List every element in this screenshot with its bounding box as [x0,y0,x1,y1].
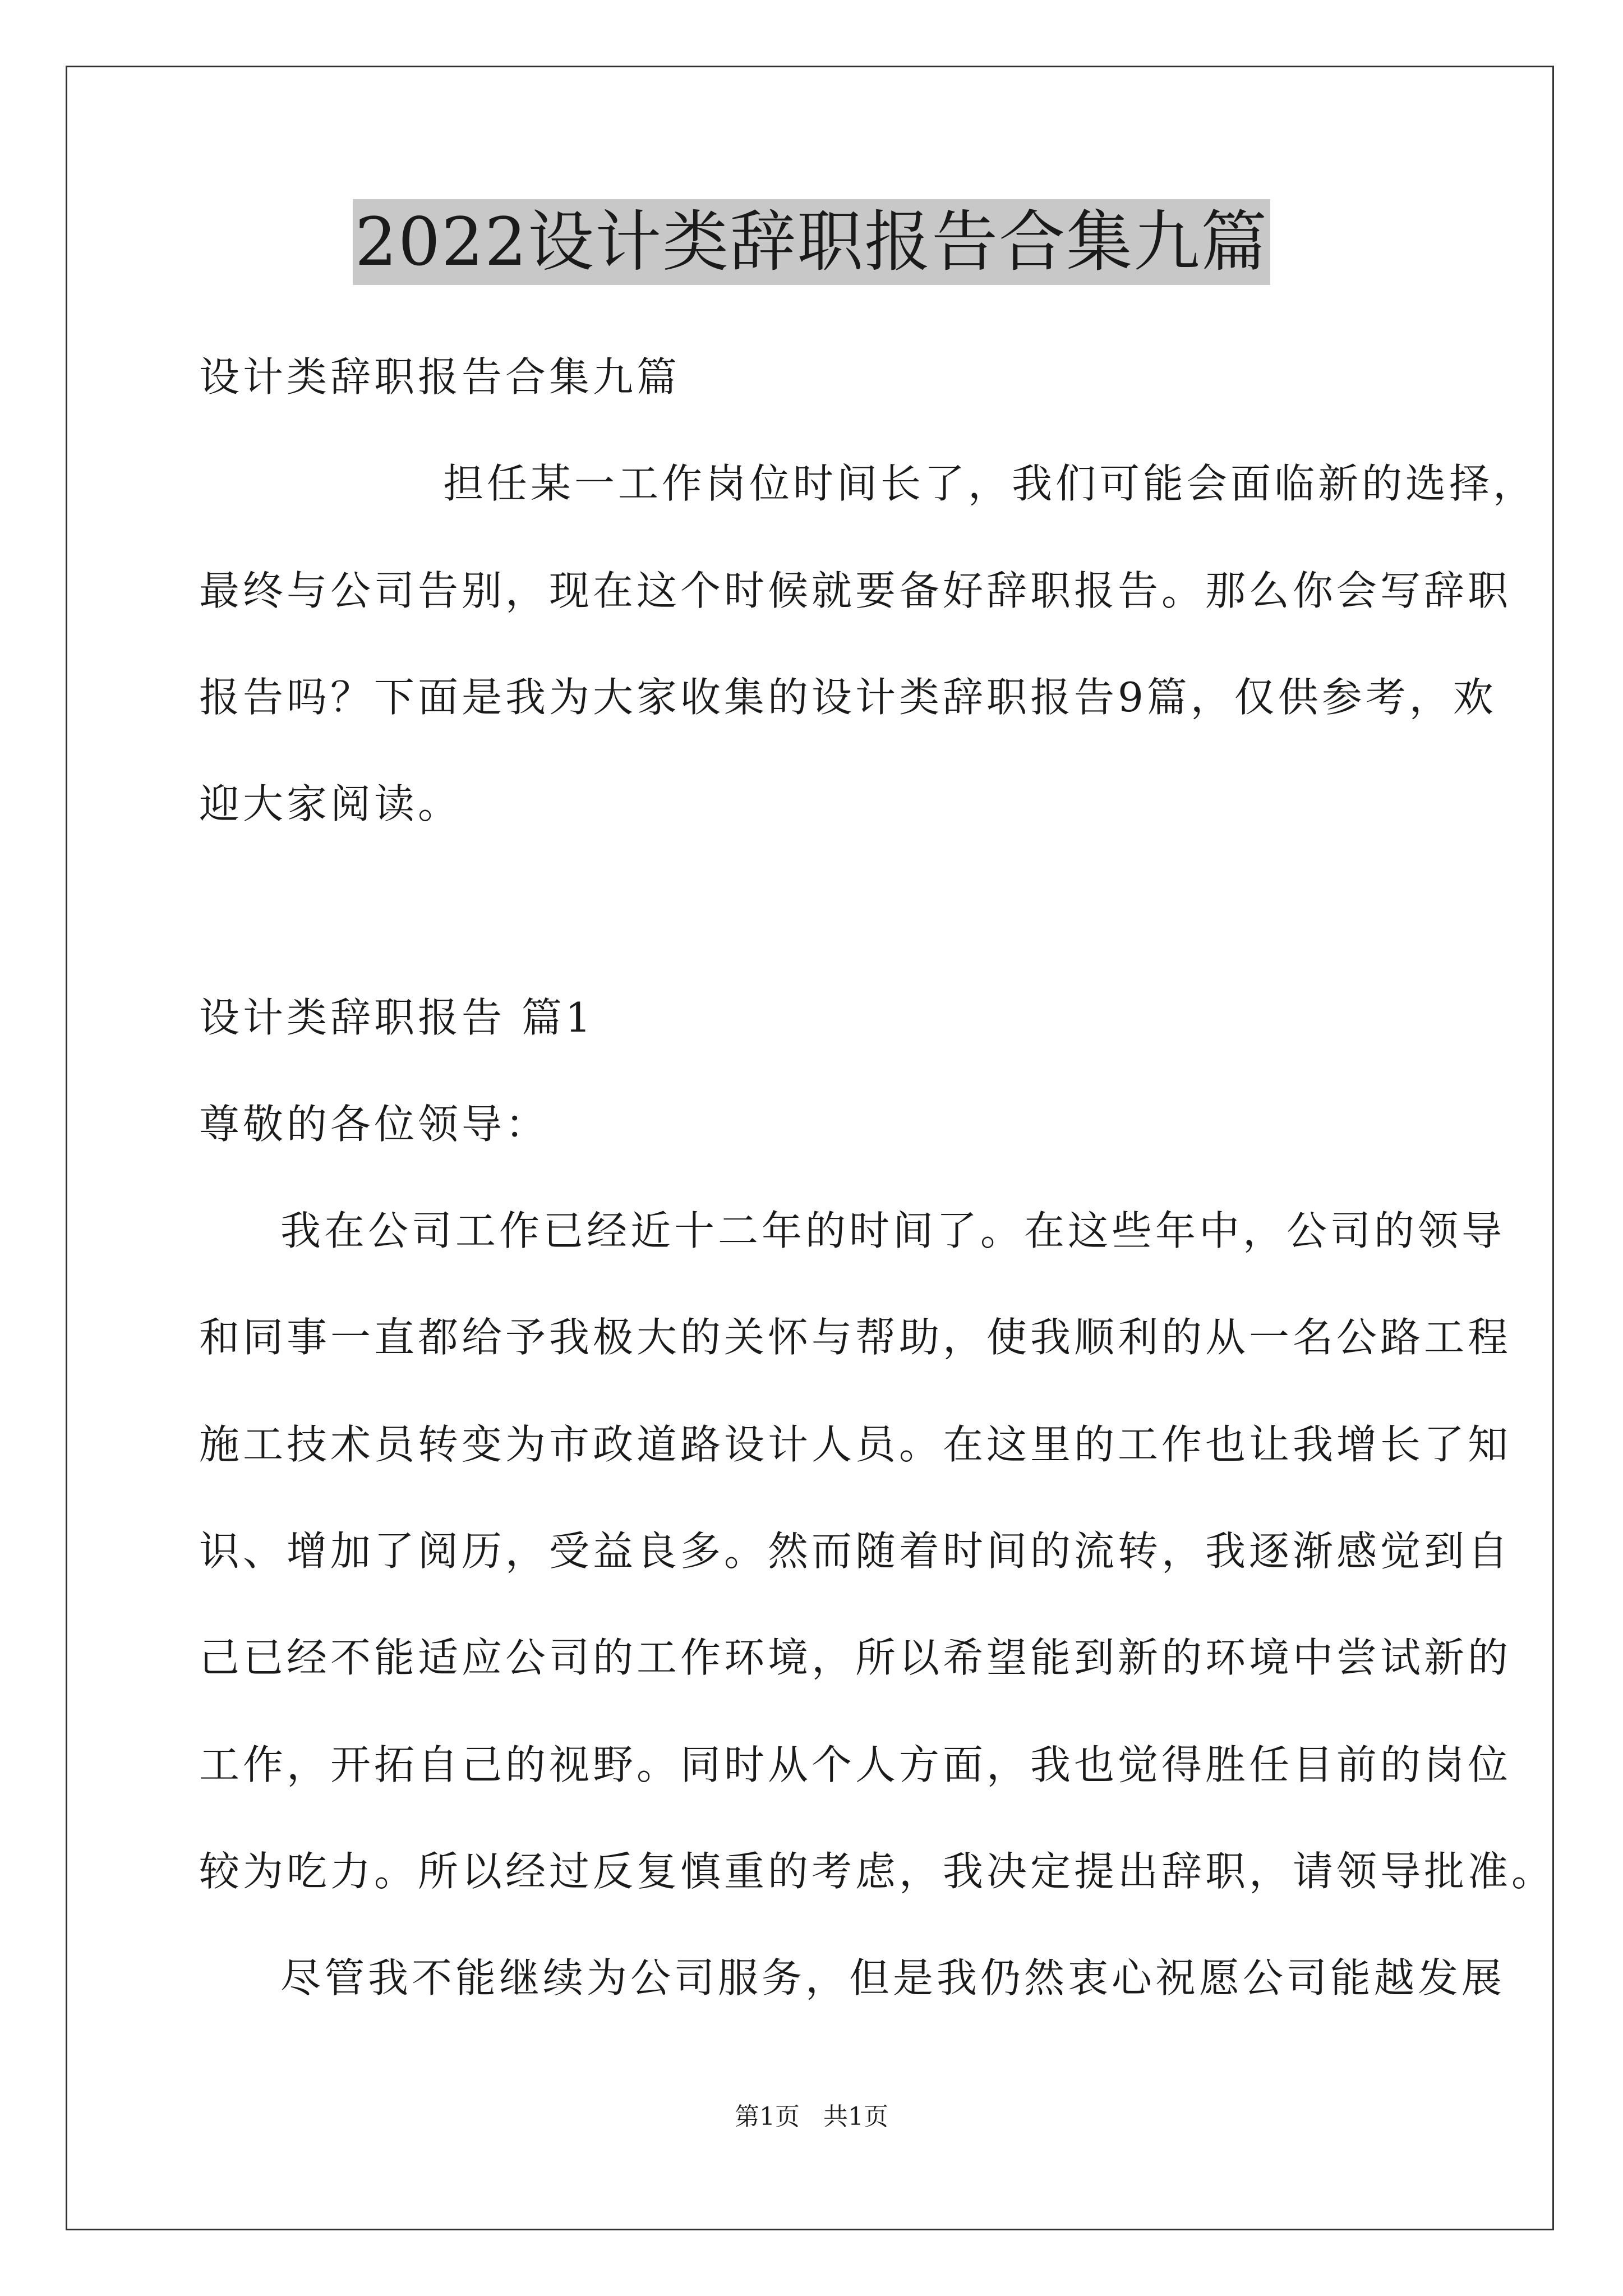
intro-line: 担任某一工作岗位时间长了，我们可能会面临新的选择， [443,460,1537,507]
document-subtitle: 设计类辞职报告合集九篇 [199,353,681,401]
body-line: 工作，开拓自己的视野。同时从个人方面，我也觉得胜任目前的岗位 [199,1741,1512,1788]
body-line: 我在公司工作已经近十二年的时间了。在这些年中，公司的领导 [280,1207,1506,1254]
document-title: 2022设计类辞职报告合集九篇 [353,199,1270,285]
body-line: 较为吃力。所以经过反复慎重的考虑，我决定提出辞职，请领导批准。 [199,1848,1556,1895]
intro-line: 迎大家阅读。 [199,780,462,827]
body-line: 施工技术员转变为市政道路设计人员。在这里的工作也让我增长了知 [199,1421,1512,1468]
intro-line: 最终与公司告别，现在这个时候就要备好辞职报告。那么你会写辞职 [199,567,1512,614]
body-line: 尽管我不能继续为公司服务，但是我仍然衷心祝愿公司能越发展 [280,1954,1506,2001]
intro-line: 报告吗？下面是我为大家收集的设计类辞职报告9篇，仅供参考，欢 [199,674,1497,721]
body-line: 和同事一直都给予我极大的关怀与帮助，使我顺利的从一名公路工程 [199,1314,1512,1361]
salutation: 尊敬的各位领导： [199,1101,550,1148]
page-total: 共1页 [823,2102,888,2131]
body-line: 己已经不能适应公司的工作环境，所以希望能到新的环境中尝试新的 [199,1634,1512,1681]
section-heading: 设计类辞职报告 篇1 [199,994,594,1041]
title-container [0,199,1623,285]
page-footer [0,2102,1623,2131]
page-number: 第1页 [735,2102,800,2131]
body-line: 识、增加了阅历，受益良多。然而随着时间的流转，我逐渐感觉到自 [199,1527,1512,1575]
